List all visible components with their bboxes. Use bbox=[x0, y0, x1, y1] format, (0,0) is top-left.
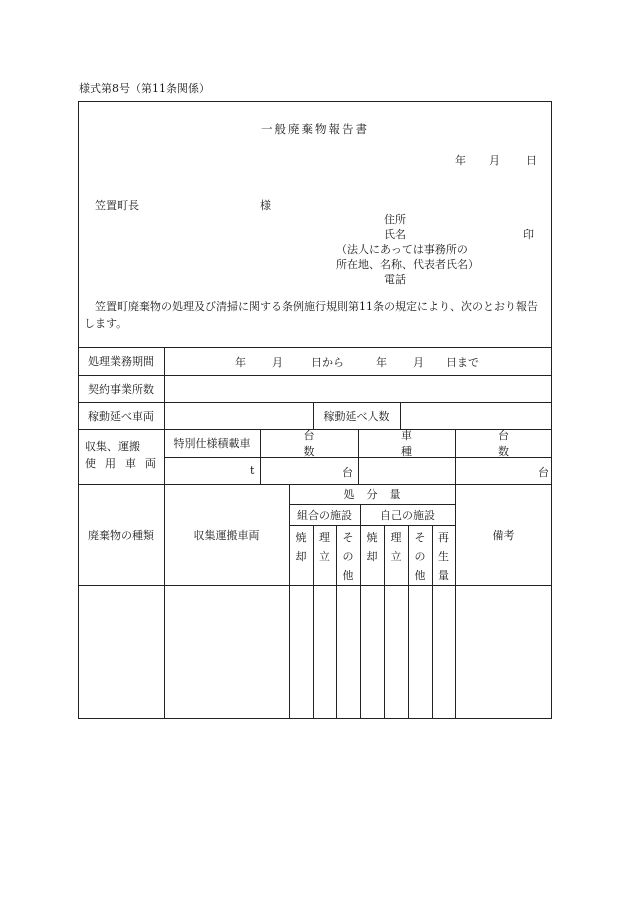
sub-header-other-union: そ の 他 bbox=[342, 531, 354, 582]
special-vehicle-label: 特別仕様積載車 bbox=[173, 437, 251, 450]
count-header-2: 台数 bbox=[498, 429, 553, 458]
unit-ton: t bbox=[250, 464, 255, 477]
table-divider bbox=[400, 402, 401, 429]
count-header-1: 台数 bbox=[303, 429, 359, 458]
date-month-label: 月 bbox=[489, 154, 500, 167]
address-label: 住所 bbox=[384, 213, 406, 226]
collection-label-line2: 使用車両 bbox=[85, 457, 165, 470]
form-number-label: 様式第8号（第11条関係） bbox=[79, 82, 210, 95]
addressee-name: 笠置町長 bbox=[95, 199, 139, 212]
date-year-label: 年 bbox=[455, 154, 466, 167]
sub-header-landfill-union: 理 立 bbox=[319, 531, 330, 563]
disposal-amount-header: 処分量 bbox=[343, 488, 413, 501]
collection-label-line1 bbox=[85, 438, 157, 454]
sub-header-other-own: そ の 他 bbox=[414, 531, 426, 582]
sub-header-incineration-own: 焼 却 bbox=[366, 531, 378, 563]
phone-label: 電話 bbox=[384, 273, 406, 286]
period-label: 処理業務期間 bbox=[88, 355, 154, 368]
sub-header-recycled: 再 生 量 bbox=[438, 531, 449, 582]
period-end-year: 年 bbox=[376, 356, 387, 369]
waste-type-header: 廃棄物の種類 bbox=[88, 528, 154, 542]
vehicles-label: 稼動延べ車両 bbox=[88, 409, 154, 423]
persons-label: 稼動延べ人数 bbox=[323, 409, 390, 423]
name-label: 氏名 bbox=[384, 228, 406, 241]
addressee-honorific: 様 bbox=[260, 199, 271, 212]
date-day-label: 日 bbox=[526, 154, 537, 167]
collection-vehicle-header: 収集運搬車両 bbox=[193, 528, 260, 542]
period-end-day: 日まで bbox=[446, 356, 479, 369]
collection-label-text1: 収集、運搬 bbox=[85, 440, 140, 453]
union-facility-header: 組合の施設 bbox=[297, 508, 352, 522]
corporate-note-line1: （法人にあっては事務所の bbox=[336, 243, 468, 256]
period-start-month: 月 bbox=[272, 356, 283, 369]
form-title: 一般廃棄物報告書 bbox=[261, 122, 369, 136]
table-rule bbox=[78, 585, 552, 586]
contract-offices-label: 契約事業所数 bbox=[88, 382, 154, 396]
period-start-day: 日から bbox=[311, 356, 344, 369]
period-start-year: 年 bbox=[235, 356, 246, 369]
unit-vehicles-2: 台 bbox=[538, 466, 549, 479]
remarks-header: 備考 bbox=[492, 528, 515, 542]
sub-header-landfill-own: 理 立 bbox=[390, 531, 402, 563]
corporate-note-line2: 所在地、名称、代表者氏名） bbox=[336, 258, 479, 271]
own-facility-header: 自己の施設 bbox=[380, 508, 435, 522]
sub-header-incineration-union: 焼 却 bbox=[295, 531, 307, 563]
unit-vehicles-1: 台 bbox=[342, 466, 353, 479]
vehicle-type-header: 車種 bbox=[401, 429, 464, 458]
period-end-month: 月 bbox=[413, 356, 424, 369]
intro-paragraph: 笠置町廃棄物の処理及び清掃に関する条例施行規則第11条の規定により、次のとおり報告します。 bbox=[84, 300, 538, 330]
seal-mark: 印 bbox=[523, 228, 534, 241]
